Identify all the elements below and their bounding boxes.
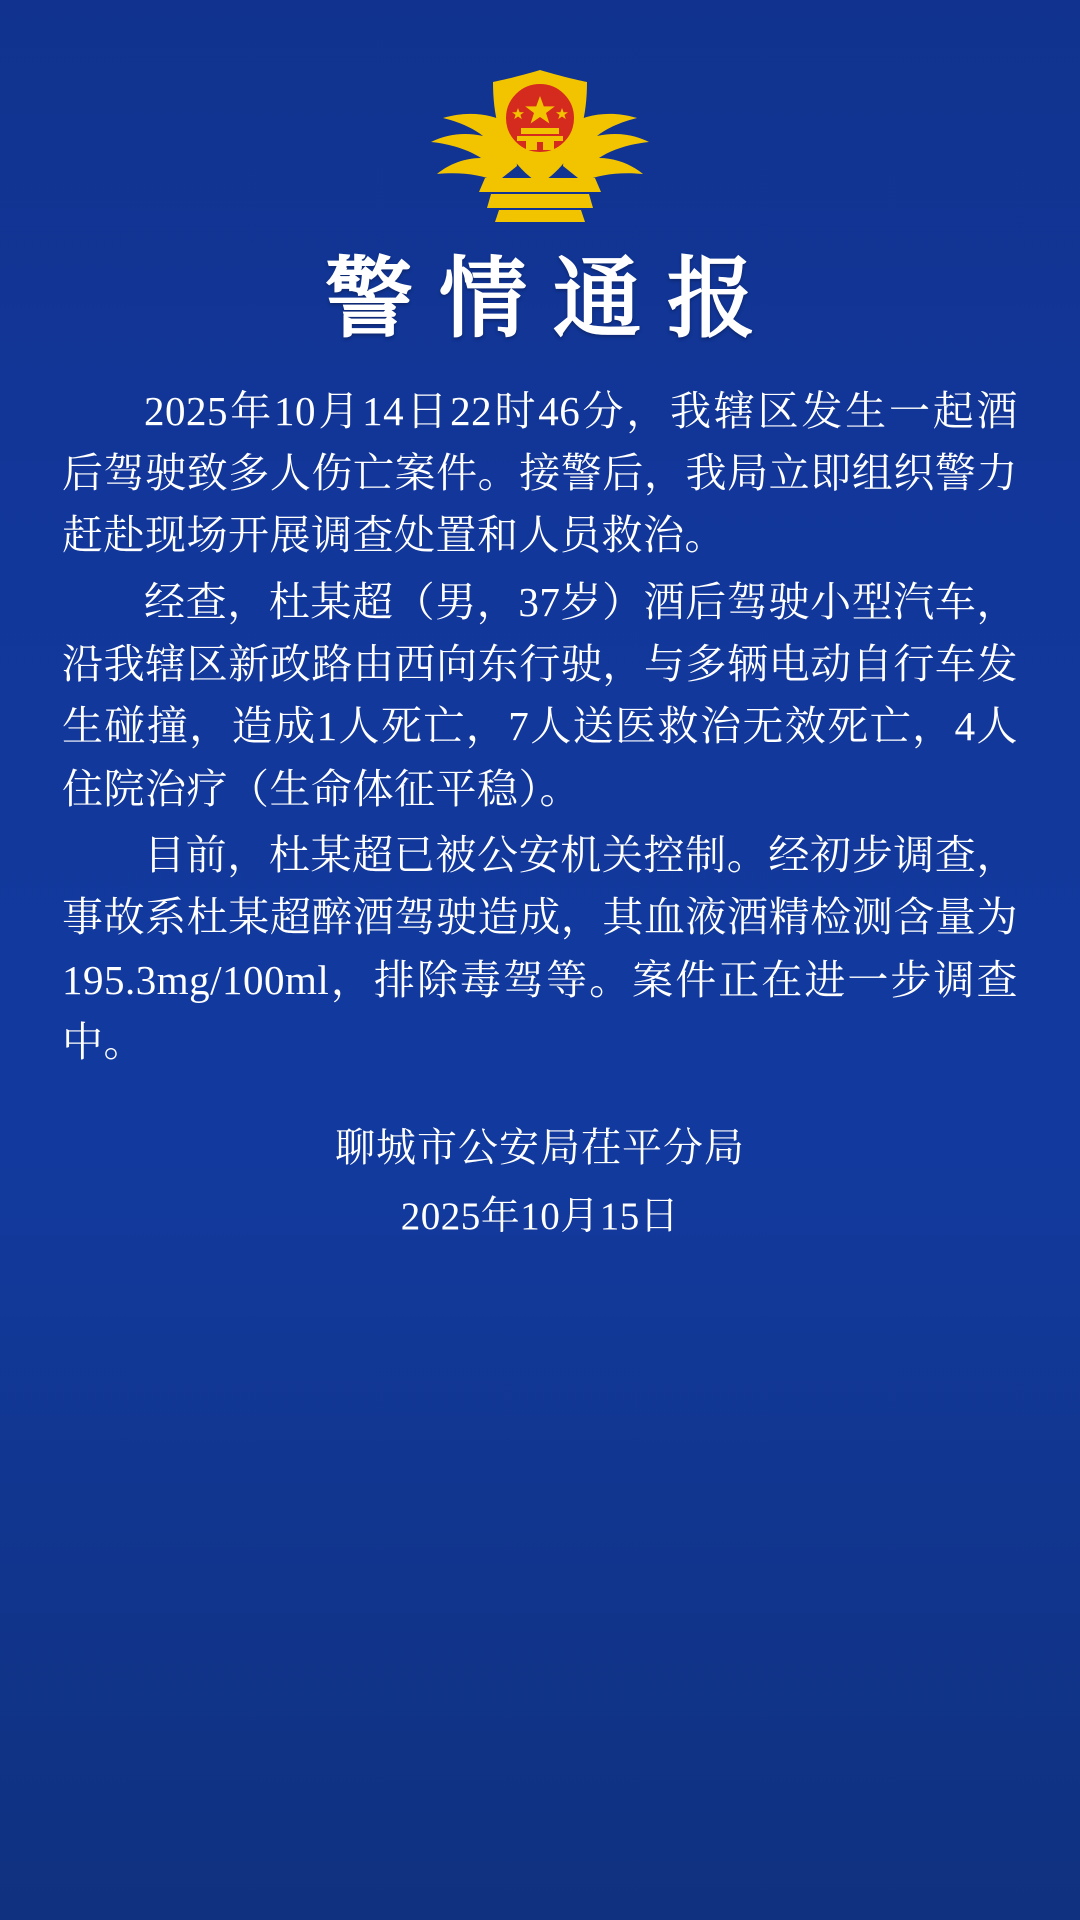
emblem-container: [62, 0, 1018, 227]
issue-date: 2025年10月15日: [400, 1195, 680, 1238]
issuing-organization: 聊城市公安局茌平分局: [335, 1125, 745, 1170]
paragraph-1: 2025年10月14日22时46分，我辖区发生一起酒后驾驶致多人伤亡案件。接警后，我局立即组织警力赶赴现场开展调查处置和人员救治。: [62, 387, 1018, 559]
page-title: 警情通报: [324, 252, 781, 349]
notice-body: [62, 380, 1018, 1073]
paragraph-3: 目前，杜某超已被公安机关控制。经初步调查，事故系杜某超醉酒驾驶造成，其血液酒精检测含量为195.3mg/100ml，排除毒驾等。案件正在进一步调查中。: [62, 831, 1018, 1065]
police-badge-icon: [425, 62, 655, 227]
paragraph-2: 经查，杜某超（男，37岁）酒后驾驶小型汽车，沿我辖区新政路由西向东行驶，与多辆电动自行车发生碰撞，造成1人死亡，7人送医救治无效死亡，4人住院治疗（生命体征平稳）。: [62, 578, 1018, 812]
signature-block: [0, 1118, 1080, 1247]
